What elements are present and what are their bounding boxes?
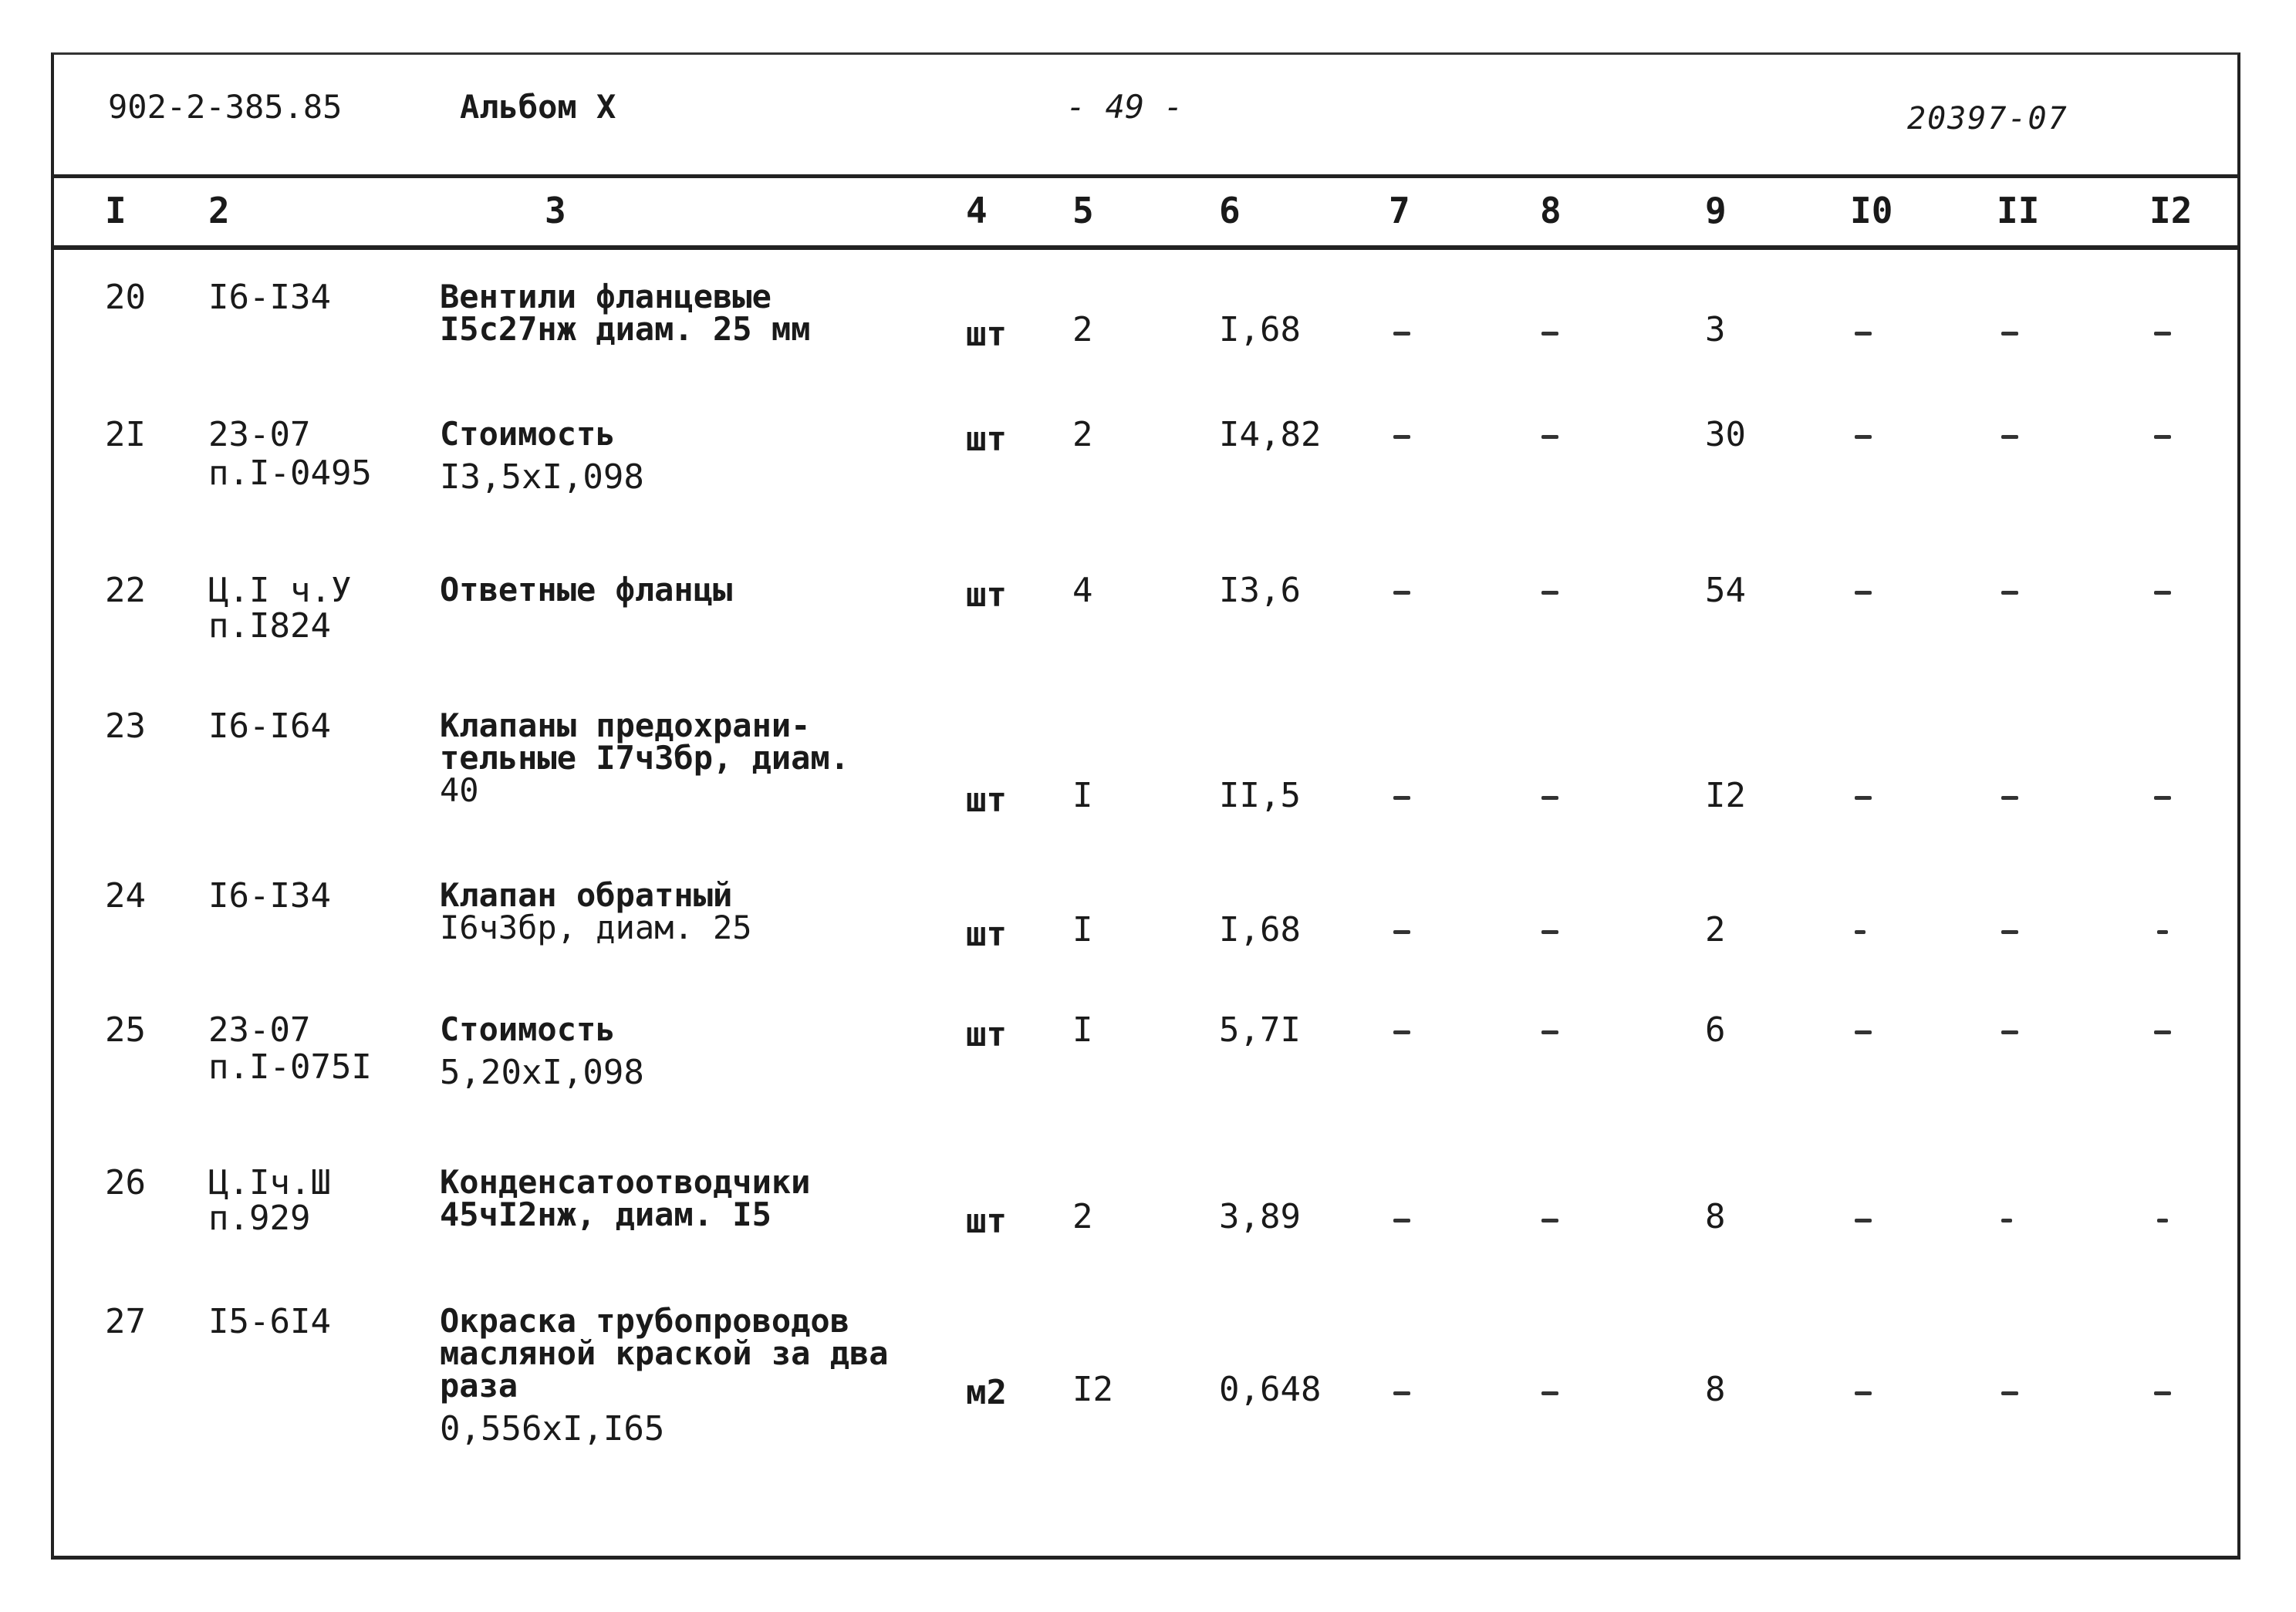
empty-dash	[1393, 930, 1410, 934]
row-number: 20	[105, 278, 146, 317]
quantity: 2	[1072, 1197, 1093, 1236]
unit-price: I,68	[1219, 310, 1301, 349]
empty-dash	[2001, 930, 2018, 934]
unit-price: 5,7I	[1219, 1010, 1301, 1050]
empty-dash	[1855, 1030, 1872, 1034]
col-9-value: 54	[1705, 571, 1746, 610]
empty-dash	[2001, 435, 2018, 439]
quantity: 4	[1072, 571, 1093, 610]
page-number: - 49 -	[1066, 88, 1183, 126]
album-label: Альбом X	[460, 88, 616, 126]
row-number: 22	[105, 571, 146, 610]
empty-dash	[2157, 930, 2168, 934]
cost-calculation: I3,5хI,098	[440, 457, 644, 497]
col-5-header: 5	[1072, 190, 1094, 231]
col-3-header: 3	[545, 190, 566, 231]
item-description: Ответные фланцы	[440, 571, 733, 609]
empty-dash	[2001, 1219, 2012, 1222]
col-10-header: I0	[1850, 190, 1893, 231]
unit: шт	[966, 315, 1007, 354]
row-number: 2I	[105, 415, 146, 454]
empty-dash	[2157, 1219, 2168, 1222]
empty-dash	[2001, 332, 2018, 336]
empty-dash	[1541, 435, 1558, 439]
unit: шт	[966, 575, 1007, 615]
cost-calculation: 0,556хI,I65	[440, 1409, 665, 1448]
quantity: 2	[1072, 310, 1093, 349]
norm-code-sub: п.I824	[208, 606, 331, 646]
empty-dash	[1855, 796, 1872, 800]
empty-dash	[1541, 1391, 1558, 1395]
col-9-value: 30	[1705, 415, 1746, 454]
norm-code-sub: п.929	[208, 1199, 311, 1238]
col-2-header: 2	[208, 190, 230, 231]
norm-code: Ц.Iч.Ш	[208, 1163, 331, 1202]
empty-dash	[2001, 591, 2018, 595]
unit-price: 3,89	[1219, 1197, 1301, 1236]
page-frame	[51, 52, 2240, 1560]
empty-dash	[1393, 591, 1410, 595]
row-number: 25	[105, 1010, 146, 1050]
col-11-header: II	[1997, 190, 2040, 231]
empty-dash	[1541, 1219, 1558, 1222]
empty-dash	[2154, 435, 2171, 439]
empty-dash	[1541, 796, 1558, 800]
empty-dash	[1393, 1391, 1410, 1395]
item-description: Конденсатоотводчики 45чI2нж, диам. I5	[440, 1163, 811, 1233]
empty-dash	[1393, 1030, 1410, 1034]
empty-dash	[1855, 930, 1866, 934]
empty-dash	[2154, 1030, 2171, 1034]
quantity: I	[1072, 1010, 1093, 1050]
norm-code: I6-I34	[208, 876, 331, 916]
norm-code: 23-07	[208, 415, 311, 454]
col-4-header: 4	[966, 190, 988, 231]
quantity: 2	[1072, 415, 1093, 454]
empty-dash	[1855, 1391, 1872, 1395]
col-9-value: 8	[1705, 1370, 1726, 1409]
col-6-header: 6	[1219, 190, 1241, 231]
unit: шт	[966, 420, 1007, 459]
col-9-value: I2	[1705, 776, 1746, 815]
header-rule-bottom	[51, 245, 2240, 250]
empty-dash	[2154, 796, 2171, 800]
col-9-header: 9	[1705, 190, 1727, 231]
quantity: I2	[1072, 1370, 1113, 1409]
cost-calculation: 5,20хI,098	[440, 1053, 644, 1092]
item-description: Стоимость I3,5хI,098	[440, 415, 644, 497]
row-number: 24	[105, 876, 146, 916]
empty-dash	[1393, 796, 1410, 800]
empty-dash	[2154, 1391, 2171, 1395]
empty-dash	[2154, 332, 2171, 336]
col-12-header: I2	[2149, 190, 2193, 231]
norm-code: I6-I64	[208, 707, 331, 746]
item-description: Окраска трубопроводов масляной краской за два раза 0,556хI,I65	[440, 1302, 889, 1448]
quantity: I	[1072, 776, 1093, 815]
norm-code: I5-6I4	[208, 1302, 331, 1341]
unit-price: I,68	[1219, 910, 1301, 949]
col-9-value: 8	[1705, 1197, 1726, 1236]
doc-code: 902-2-385.85	[108, 88, 343, 126]
empty-dash	[1855, 591, 1872, 595]
empty-dash	[1541, 1030, 1558, 1034]
unit: м2	[966, 1373, 1007, 1412]
empty-dash	[1393, 1219, 1410, 1222]
empty-dash	[1855, 332, 1872, 336]
col-9-value: 6	[1705, 1010, 1726, 1050]
unit: шт	[966, 1015, 1007, 1054]
empty-dash	[2001, 796, 2018, 800]
unit-price: 0,648	[1219, 1370, 1322, 1409]
row-number: 27	[105, 1302, 146, 1341]
norm-code-sub: п.I-0495	[208, 454, 372, 493]
unit: шт	[966, 915, 1007, 954]
unit-price: I4,82	[1219, 415, 1322, 454]
unit: шт	[966, 781, 1007, 820]
empty-dash	[1855, 435, 1872, 439]
empty-dash	[1393, 332, 1410, 336]
col-8-header: 8	[1540, 190, 1562, 231]
header-rule-top	[51, 174, 2240, 178]
col-1-header: I	[105, 190, 127, 231]
unit-price: I3,6	[1219, 571, 1301, 610]
quantity: I	[1072, 910, 1093, 949]
row-number: 26	[105, 1163, 146, 1202]
norm-code: 23-07	[208, 1010, 311, 1050]
item-description: Клапаны предохрани- тельные I7ч3бр, диам. 40	[440, 707, 850, 809]
row-number: 23	[105, 707, 146, 746]
empty-dash	[1393, 435, 1410, 439]
empty-dash	[2154, 591, 2171, 595]
norm-code: I6-I34	[208, 278, 331, 317]
col-9-value: 3	[1705, 310, 1726, 349]
empty-dash	[1541, 930, 1558, 934]
inventory-number: 20397-07	[1907, 101, 2068, 137]
empty-dash	[2001, 1391, 2018, 1395]
col-7-header: 7	[1389, 190, 1410, 231]
unit: шт	[966, 1202, 1007, 1241]
norm-code: Ц.I ч.У	[208, 571, 352, 610]
unit-price: II,5	[1219, 776, 1301, 815]
norm-code-sub: п.I-075I	[208, 1047, 372, 1087]
item-description: Клапан обратный I6ч3бр, диам. 25	[440, 876, 752, 946]
empty-dash	[1855, 1219, 1872, 1222]
empty-dash	[2001, 1030, 2018, 1034]
item-description: Вентили фланцевые I5с27нж диам. 25 мм	[440, 278, 811, 348]
item-description: Стоимость 5,20хI,098	[440, 1010, 644, 1092]
empty-dash	[1541, 332, 1558, 336]
col-9-value: 2	[1705, 910, 1726, 949]
empty-dash	[1541, 591, 1558, 595]
